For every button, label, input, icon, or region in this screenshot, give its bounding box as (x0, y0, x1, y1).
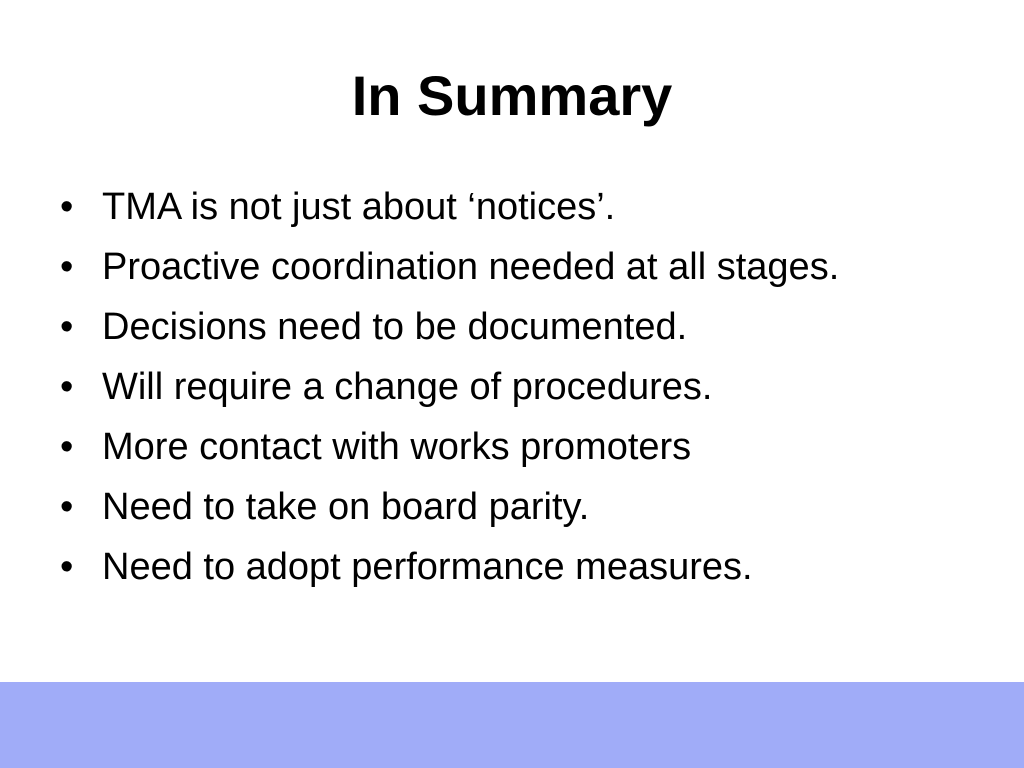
footer-band (0, 682, 1024, 768)
list-item (56, 544, 856, 590)
bullet-text: Will require a change of procedures. (102, 366, 713, 408)
bullet-icon: • (60, 366, 74, 408)
list-item (56, 184, 856, 230)
bullet-text: Proactive coordination needed at all stages. (102, 246, 840, 288)
list-item (56, 244, 856, 290)
list-item (56, 484, 856, 530)
bullet-text: Need to adopt performance measures. (102, 546, 753, 588)
slide-title: In Summary (351, 64, 673, 127)
list-item (56, 304, 856, 350)
bullet-list (56, 184, 856, 604)
bullet-icon: • (60, 306, 74, 348)
bullet-icon: • (60, 546, 74, 588)
list-item (56, 424, 856, 470)
bullet-icon: • (60, 246, 74, 288)
bullet-text: Need to take on board parity. (102, 486, 590, 528)
bullet-text: More contact with works promoters (102, 426, 692, 468)
bullet-text: TMA is not just about ‘notices’. (102, 186, 616, 228)
bullet-icon: • (60, 486, 74, 528)
bullet-icon: • (60, 186, 74, 228)
list-item (56, 364, 856, 410)
bullet-text: Decisions need to be documented. (102, 306, 688, 348)
bullet-icon: • (60, 426, 74, 468)
